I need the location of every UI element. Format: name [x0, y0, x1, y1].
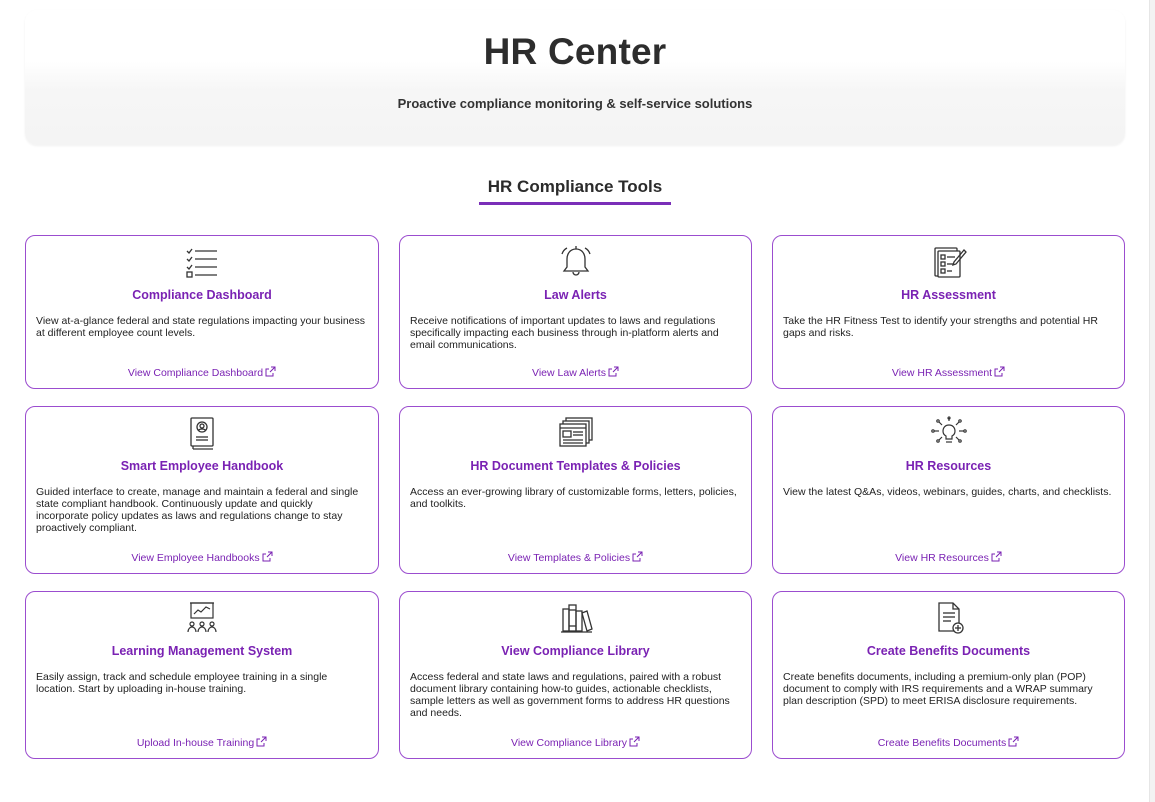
section-heading: [0, 177, 1150, 205]
view-employee-handbooks-link[interactable]: [26, 551, 378, 564]
upload-in-house-training-link[interactable]: [26, 736, 378, 749]
link-label: Upload In-house Training: [136, 737, 255, 749]
card-smart-employee-handbook: [25, 406, 379, 574]
handbook-icon: [184, 416, 220, 450]
external-link-icon: [1008, 736, 1019, 747]
link-label: View Templates & Policies: [507, 552, 631, 564]
create-benefits-documents-link[interactable]: [773, 736, 1124, 749]
card-description: View the latest Q&As, videos, webinars, guides, charts, and checklists.: [783, 486, 1112, 498]
link-label: View Law Alerts: [532, 367, 606, 379]
card-title: Compliance Dashboard: [132, 288, 272, 302]
link-label: View Compliance Dashboard: [127, 367, 264, 379]
card-title: HR Document Templates & Policies: [470, 459, 681, 473]
card-title: Law Alerts: [544, 288, 607, 302]
scrollbar-track[interactable]: [1149, 0, 1155, 802]
link-label: View Employee Handbooks: [131, 552, 260, 564]
card-compliance-dashboard: [25, 235, 379, 389]
view-law-alerts-link[interactable]: [400, 366, 751, 379]
external-link-icon: [608, 366, 619, 377]
card-title: HR Assessment: [901, 288, 996, 302]
external-link-icon: [256, 736, 267, 747]
hero-banner: [25, 10, 1125, 145]
view-compliance-library-link[interactable]: [400, 736, 751, 749]
document-add-icon: [931, 601, 967, 635]
checklist-icon: [184, 245, 220, 279]
assessment-clipboard-icon: [931, 245, 967, 279]
page-subtitle: Proactive compliance monitoring & self-service solutions: [397, 96, 753, 111]
link-label: View Compliance Library: [511, 737, 627, 749]
card-learning-management-system: [25, 591, 379, 759]
page-title: HR Center: [483, 31, 667, 72]
card-title: Learning Management System: [111, 644, 293, 658]
card-hr-document-templates: [399, 406, 752, 574]
card-title: Create Benefits Documents: [866, 644, 1031, 658]
view-compliance-dashboard-link[interactable]: [26, 366, 378, 379]
card-hr-resources: [772, 406, 1125, 574]
view-templates-policies-link[interactable]: [400, 551, 751, 564]
link-label: View HR Assessment: [891, 367, 993, 379]
view-hr-resources-link[interactable]: [773, 551, 1124, 564]
books-icon: [558, 601, 594, 635]
external-link-icon: [994, 366, 1005, 377]
lightbulb-icon: [931, 416, 967, 450]
external-link-icon: [991, 551, 1002, 562]
external-link-icon: [632, 551, 643, 562]
link-label: View HR Resources: [895, 552, 989, 564]
document-templates-icon: [558, 416, 594, 450]
card-law-alerts: [399, 235, 752, 389]
presentation-icon: [184, 601, 220, 635]
card-view-compliance-library: [399, 591, 752, 759]
external-link-icon: [262, 551, 273, 562]
card-description: Take the HR Fitness Test to identify your strengths and potential HR gaps and risks.: [783, 315, 1098, 339]
card-description: Easily assign, track and schedule employee training in a single location. Start by uploading in-house training.: [36, 671, 328, 695]
card-description: Create benefits documents, including a premium-only plan (POP) document to comply with IRS requirements and a WRAP summary plan description (SPD) to meet ERISA disclosure requirements.: [783, 671, 1093, 707]
external-link-icon: [265, 366, 276, 377]
card-title: View Compliance Library: [501, 644, 650, 658]
link-label: Create Benefits Documents: [877, 737, 1007, 749]
external-link-icon: [629, 736, 640, 747]
bell-icon: [558, 245, 594, 279]
card-title: Smart Employee Handbook: [120, 459, 284, 473]
card-title: HR Resources: [905, 459, 992, 473]
tools-grid: [25, 235, 1125, 759]
section-title: HR Compliance Tools: [479, 177, 671, 205]
card-description: Receive notifications of important updates to laws and regulations specifically impacting each business through in-platform alerts and email communications.: [410, 315, 719, 351]
view-hr-assessment-link[interactable]: [773, 366, 1124, 379]
card-description: Access an ever-growing library of customizable forms, letters, policies, and toolkits.: [410, 486, 737, 510]
card-hr-assessment: [772, 235, 1125, 389]
card-description: Guided interface to create, manage and maintain a federal and single state compliant handbook. Continuously update and quickly incorporate policy updates as laws and regulations change to stay proactively compliant.: [36, 486, 359, 534]
card-description: Access federal and state laws and regulations, paired with a robust document library containing how-to guides, actionable checklists, sample letters as well as government forms to address HR questions and needs.: [410, 671, 730, 719]
card-description: View at-a-glance federal and state regulations impacting your business at different employee count levels.: [36, 315, 365, 339]
card-create-benefits-documents: [772, 591, 1125, 759]
